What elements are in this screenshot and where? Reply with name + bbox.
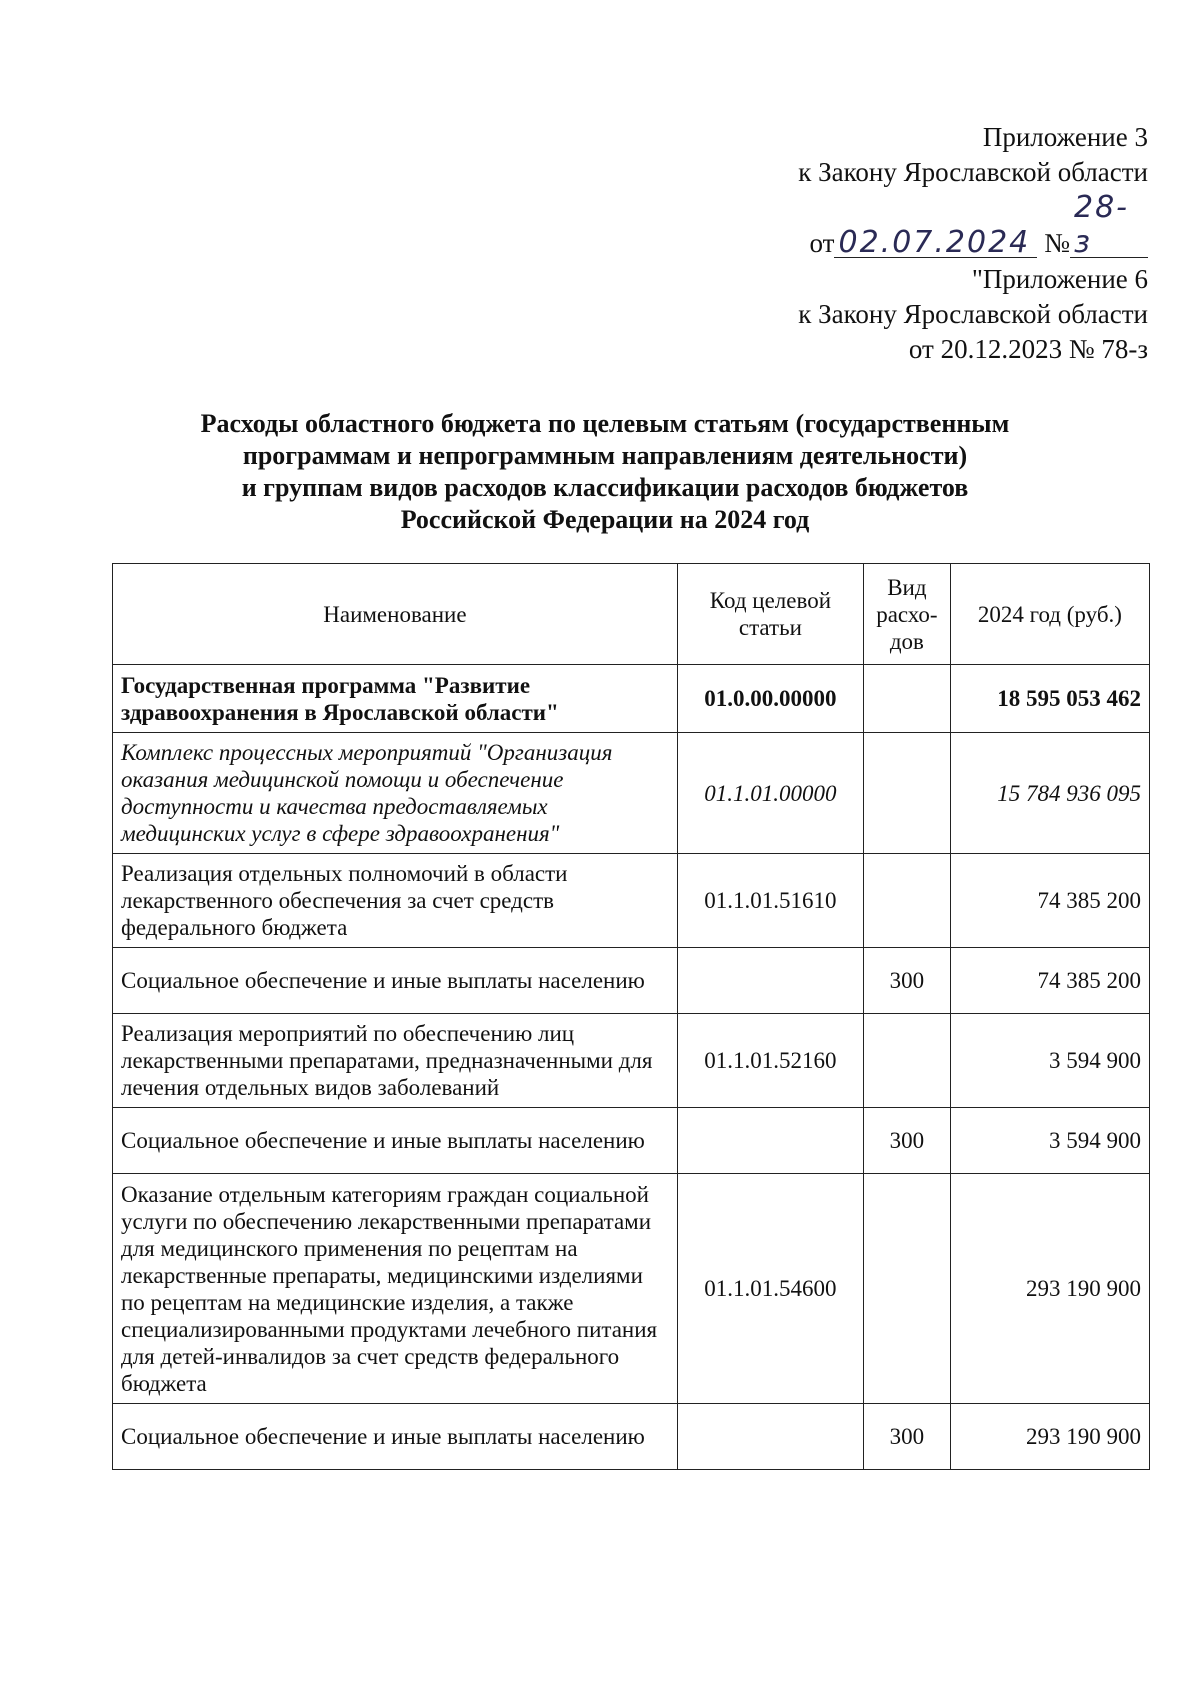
handwritten-date-field: [834, 225, 1037, 261]
handwritten-number: 28-з: [1074, 190, 1129, 260]
original-appendix-header: [798, 262, 1148, 367]
original-appendix-law-ref: к Закону Ярославской области: [798, 299, 1148, 329]
row-kind: [863, 733, 950, 854]
row-code: [677, 1108, 863, 1174]
row-code: 01.0.00.00000: [677, 665, 863, 733]
table-row: [113, 948, 1150, 1014]
row-sum: 74 385 200: [950, 948, 1149, 1014]
row-kind: 300: [863, 948, 950, 1014]
title-line-4: Российской Федерации на 2024 год: [400, 505, 810, 534]
header-sum: 2024 год (руб.): [950, 564, 1149, 665]
appendix-date-line: [798, 190, 1148, 261]
title-line-2: программам и непрограммным направлениям деятельности): [242, 441, 968, 470]
row-sum: 18 595 053 462: [950, 665, 1149, 733]
header-kind: Вид расхо-дов: [863, 564, 950, 665]
row-sum: 74 385 200: [950, 854, 1149, 948]
row-code: 01.1.01.54600: [677, 1174, 863, 1404]
budget-table: [112, 563, 1150, 1470]
number-sign: №: [1044, 228, 1070, 258]
row-name: Государственная программа "Развитие здравоохранения в Ярославской области": [113, 665, 678, 733]
row-name: Реализация мероприятий по обеспечению лиц лекарственными препаратами, предназначенными для лечения отдельных видов заболеваний: [113, 1014, 678, 1108]
title-line-1: Расходы областного бюджета по целевым статьям (государственным: [200, 409, 1010, 438]
row-code: [677, 948, 863, 1014]
table-header-row: [113, 564, 1150, 665]
row-kind: [863, 1174, 950, 1404]
row-name: Социальное обеспечение и иные выплаты населению: [113, 1404, 678, 1470]
row-kind: [863, 1014, 950, 1108]
header-code: Код целевой статьи: [677, 564, 863, 665]
row-code: 01.1.01.00000: [677, 733, 863, 854]
row-sum: 293 190 900: [950, 1174, 1149, 1404]
appendix-law-ref: к Закону Ярославской области: [798, 157, 1148, 187]
table-row: [113, 1174, 1150, 1404]
row-sum: 3 594 900: [950, 1014, 1149, 1108]
row-code: 01.1.01.52160: [677, 1014, 863, 1108]
row-kind: [863, 665, 950, 733]
row-name: Реализация отдельных полномочий в области лекарственного обеспечения за счет средств федерального бюджета: [113, 854, 678, 948]
from-prefix: от: [809, 228, 835, 258]
row-kind: 300: [863, 1404, 950, 1470]
row-kind: [863, 854, 950, 948]
appendix-number: Приложение 3: [982, 122, 1148, 152]
row-name: Оказание отдельным категориям граждан социальной услуги по обеспечению лекарственными препаратами для медицинского применения по рецептам на лекарственные препараты, медицинскими изделиями по рецептам на медицинские изделия, а также специализированными продуктами лечебного питания для детей-инвалидов за счет средств федерального бюджета: [113, 1174, 678, 1404]
title-line-3: и группам видов расходов классификации расходов бюджетов: [241, 473, 969, 502]
appendix-header: [798, 120, 1148, 261]
original-appendix-date: от 20.12.2023 № 78-з: [908, 334, 1148, 364]
row-sum: 15 784 936 095: [950, 733, 1149, 854]
original-appendix-number: "Приложение 6: [971, 264, 1148, 294]
handwritten-date: 02.07.2024: [838, 225, 1031, 260]
header-name: Наименование: [113, 564, 678, 665]
document-title: [100, 408, 1110, 536]
table-row: [113, 854, 1150, 948]
table-row: [113, 665, 1150, 733]
table-row: [113, 1108, 1150, 1174]
row-name: Социальное обеспечение и иные выплаты населению: [113, 948, 678, 1014]
row-name: Социальное обеспечение и иные выплаты населению: [113, 1108, 678, 1174]
row-sum: 293 190 900: [950, 1404, 1149, 1470]
table-row: [113, 1014, 1150, 1108]
table-row: [113, 733, 1150, 854]
row-name: Комплекс процессных мероприятий "Организация оказания медицинской помощи и обеспечение доступности и качества предоставляемых медицинских услуг в сфере здравоохранения": [113, 733, 678, 854]
row-sum: 3 594 900: [950, 1108, 1149, 1174]
row-kind: 300: [863, 1108, 950, 1174]
table-row: [113, 1404, 1150, 1470]
row-code: 01.1.01.51610: [677, 854, 863, 948]
row-code: [677, 1404, 863, 1470]
handwritten-number-field: [1070, 190, 1148, 261]
